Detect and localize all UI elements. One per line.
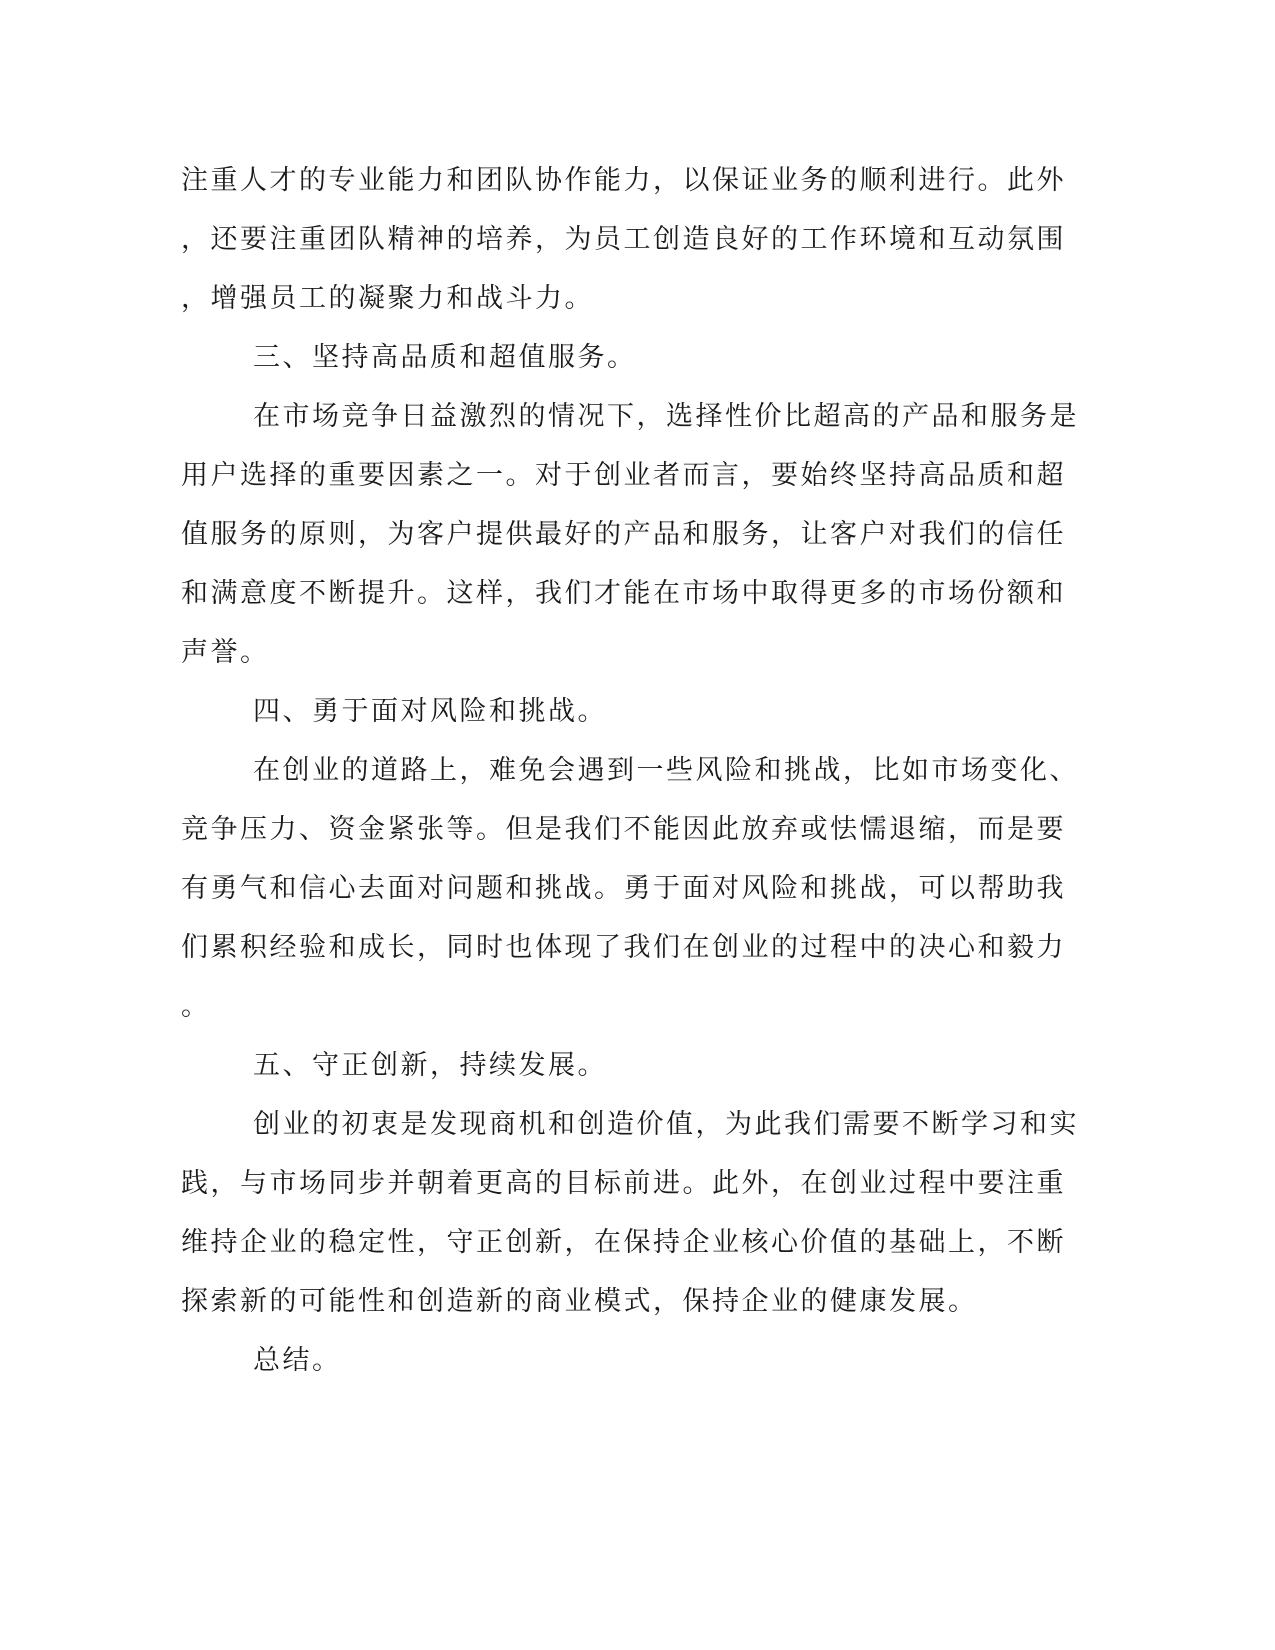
paragraph-line: 竞争压力、资金紧张等。但是我们不能因此放弃或怯懦退缩，而是要 [181,814,1066,845]
paragraph-line: 声誉。 [181,637,270,668]
paragraph-line: 践，与市场同步并朝着更高的目标前进。此外，在创业过程中要注重 [181,1168,1066,1199]
section-heading: 五、守正创新，持续发展。 [253,1050,607,1081]
paragraph-line: 在市场竞争日益激烈的情况下，选择性价比超高的产品和服务是 [253,401,1079,432]
paragraph-line: 注重人才的专业能力和团队协作能力，以保证业务的顺利进行。此外 [181,165,1066,196]
section-heading: 三、坚持高品质和超值服务。 [253,342,637,373]
paragraph-line: ，增强员工的凝聚力和战斗力。 [181,283,594,314]
paragraph-line: 创业的初衷是发现商机和创造价值，为此我们需要不断学习和实 [253,1109,1079,1140]
paragraph-line: 用户选择的重要因素之一。对于创业者而言，要始终坚持高品质和超 [181,460,1066,491]
paragraph-line: 值服务的原则，为客户提供最好的产品和服务，让客户对我们的信任 [181,519,1066,550]
section-heading: 总结。 [253,1345,342,1376]
paragraph-line: 在创业的道路上，难免会遇到一些风险和挑战，比如市场变化、 [253,755,1079,786]
paragraph-line: ，还要注重团队精神的培养，为员工创造良好的工作环境和互动氛围 [181,224,1066,255]
paragraph-line: 们累积经验和成长，同时也体现了我们在创业的过程中的决心和毅力 [181,932,1066,963]
section-heading: 四、勇于面对风险和挑战。 [253,696,607,727]
paragraph-line: 和满意度不断提升。这样，我们才能在市场中取得更多的市场份额和 [181,578,1066,609]
paragraph-line: 维持企业的稳定性，守正创新，在保持企业核心价值的基础上，不断 [181,1227,1066,1258]
paragraph-line: 有勇气和信心去面对问题和挑战。勇于面对风险和挑战，可以帮助我 [181,873,1066,904]
paragraph-line: 探索新的可能性和创造新的商业模式，保持企业的健康发展。 [181,1286,978,1317]
paragraph-line: 。 [181,991,211,1022]
